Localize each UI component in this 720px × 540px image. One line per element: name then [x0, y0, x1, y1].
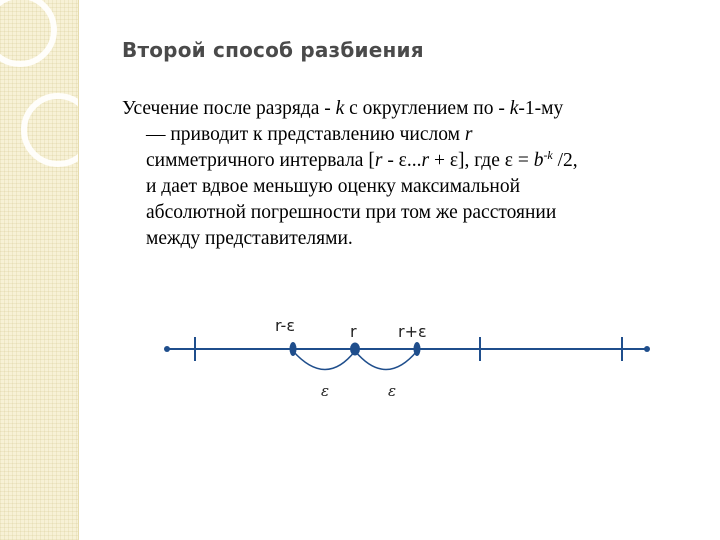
body-line-2: — приводит к представлению числом r	[146, 124, 473, 145]
side-circles-decoration	[0, 0, 78, 540]
slide-title: Второй способ разбиения	[122, 38, 424, 62]
body-line-4: и дает вдвое меньшую оценку максимальной	[146, 176, 521, 197]
body-line-6: между представителями.	[146, 228, 353, 249]
arc-left	[293, 351, 355, 370]
point-r-plus-eps	[414, 342, 421, 356]
label-r-minus-eps: r-ε	[275, 316, 295, 335]
point-r	[350, 343, 360, 356]
slide-body-text	[122, 96, 697, 252]
label-r: r	[350, 322, 357, 341]
axis-end-left	[164, 346, 170, 352]
body-line-3: симметричного интервала [r - ε...r + ε], где $\varepsilon = b^{-k}$ /2,	[146, 148, 578, 171]
arc-label-right: ε	[388, 382, 397, 400]
arc-label-left: ε	[321, 382, 330, 400]
axis-end-right	[644, 346, 650, 352]
body-line-1: Усечение после разряда - k с округлением по - k-1-му	[122, 98, 564, 119]
side-decoration-panel	[0, 0, 79, 540]
arc-right	[355, 351, 417, 370]
label-r-plus-eps: r+ε	[398, 322, 427, 341]
point-r-minus-eps	[290, 342, 297, 356]
body-line-5: абсолютной погрешности при том же расстоянии	[146, 202, 557, 223]
